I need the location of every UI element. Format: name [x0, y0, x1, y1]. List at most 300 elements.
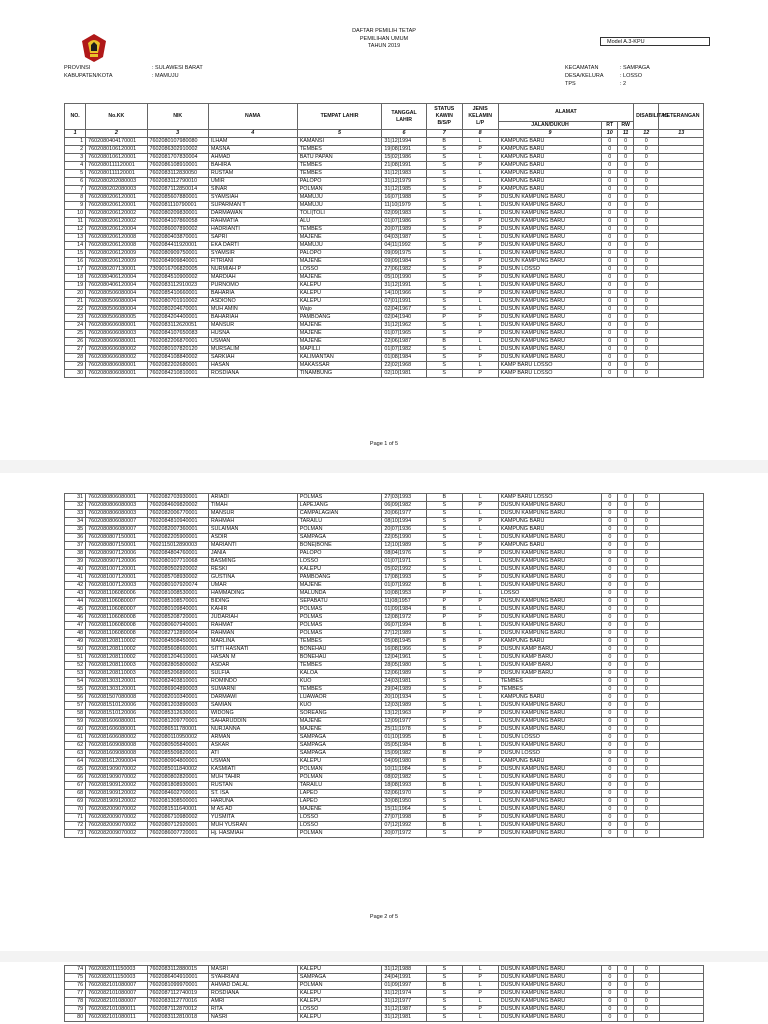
- table-row: [65, 782, 704, 790]
- row-tempat-lahir: POLMAS: [297, 606, 382, 614]
- row-nama: BAHARIA: [208, 290, 297, 298]
- village-label: DESA/KELURA: [565, 73, 604, 79]
- district-value: : SAMPAGA: [620, 65, 650, 71]
- table-row: [65, 250, 704, 258]
- row-status-kawin: S: [426, 966, 462, 974]
- row-tanggal-lahir: 11|08|1957: [382, 598, 426, 606]
- row-tempat-lahir: Wajo: [297, 306, 382, 314]
- row-nama: ARMAN: [208, 734, 297, 742]
- row-jenis-kelamin: L: [462, 742, 498, 750]
- row-nik: 7602083112830050: [147, 170, 208, 178]
- row-jalan: DUSUN KAMPUNG BARU: [498, 614, 602, 622]
- row-keterangan: [659, 654, 704, 662]
- row-disabilitas: 0: [634, 338, 659, 346]
- row-jenis-kelamin: L: [462, 170, 498, 178]
- row-nik: 7602080107920074: [147, 582, 208, 590]
- col-alamat-header: ALAMAT: [498, 104, 633, 122]
- row-tanggal-lahir: 20|10|1934: [382, 694, 426, 702]
- row-tempat-lahir: SEPABATU: [297, 598, 382, 606]
- row-rt: 0: [602, 266, 618, 274]
- row-jenis-kelamin: L: [462, 694, 498, 702]
- row-nik: 7602081099970001: [147, 982, 208, 990]
- row-tempat-lahir: MALUNDA: [297, 590, 382, 598]
- row-rt: 0: [602, 710, 618, 718]
- row-nokk: 7602082101080011: [86, 1014, 147, 1022]
- row-rt: 0: [602, 370, 618, 378]
- table-row: [65, 1006, 704, 1014]
- row-no: 46: [65, 614, 86, 622]
- row-nik: 7602082007360001: [147, 526, 208, 534]
- table-row: [65, 998, 704, 1006]
- row-keterangan: [659, 646, 704, 654]
- row-jalan: KAMPUNG BARU: [498, 758, 602, 766]
- row-disabilitas: 0: [634, 694, 659, 702]
- table-row: [65, 590, 704, 598]
- row-tempat-lahir: LOSSO: [297, 266, 382, 274]
- row-no: 42: [65, 582, 86, 590]
- row-keterangan: [659, 678, 704, 686]
- row-jalan: KAMPUNG BARU: [498, 162, 602, 170]
- row-rt: 0: [602, 534, 618, 542]
- row-jalan: DUSUN KAMPUNG BARU: [498, 814, 602, 822]
- row-nik: 7602084508450001: [147, 638, 208, 646]
- row-jenis-kelamin: P: [462, 162, 498, 170]
- row-rw: 0: [618, 518, 634, 526]
- row-disabilitas: 0: [634, 346, 659, 354]
- row-tempat-lahir: POLMAN: [297, 766, 382, 774]
- row-jalan: DUSUN LOSSO: [498, 734, 602, 742]
- row-no: 4: [65, 162, 86, 170]
- row-no: 70: [65, 806, 86, 814]
- row-nik: 7602082712890004: [147, 630, 208, 638]
- row-no: 39: [65, 558, 86, 566]
- table-row: [65, 502, 704, 510]
- row-nama: RAHMATIA: [208, 218, 297, 226]
- row-nama: USMAN: [208, 758, 297, 766]
- row-nama: NURMIAH P: [208, 266, 297, 274]
- row-rw: 0: [618, 242, 634, 250]
- row-nik: 7602087112850014: [147, 186, 208, 194]
- row-rw: 0: [618, 782, 634, 790]
- row-keterangan: [659, 742, 704, 750]
- row-rt: 0: [602, 154, 618, 162]
- row-nokk: 7602081106080008: [86, 630, 147, 638]
- row-tanggal-lahir: 24|03|1981: [382, 678, 426, 686]
- row-rt: 0: [602, 590, 618, 598]
- row-nokk: 7602080202080003: [86, 186, 147, 194]
- row-nik: 7602087112740019: [147, 990, 208, 998]
- row-disabilitas: 0: [634, 742, 659, 750]
- row-jenis-kelamin: L: [462, 758, 498, 766]
- row-status-kawin: S: [426, 266, 462, 274]
- row-nokk: 7602082101080007: [86, 990, 147, 998]
- row-no: 37: [65, 542, 86, 550]
- regency-value: : MAMUJU: [152, 73, 179, 79]
- row-no: 49: [65, 638, 86, 646]
- row-keterangan: [659, 282, 704, 290]
- row-no: 14: [65, 242, 86, 250]
- row-status-kawin: S: [426, 550, 462, 558]
- row-nik: 7602085410660001: [147, 290, 208, 298]
- row-disabilitas: 0: [634, 582, 659, 590]
- row-jalan: DUSUN KAMPUNG BARU: [498, 982, 602, 990]
- row-no: 31: [65, 494, 86, 502]
- row-disabilitas: 0: [634, 702, 659, 710]
- table-row: [65, 622, 704, 630]
- row-keterangan: [659, 298, 704, 306]
- row-nokk: 7602080806080007: [86, 518, 147, 526]
- row-status-kawin: S: [426, 322, 462, 330]
- row-jalan: KAMPUNG BARU: [498, 694, 602, 702]
- row-nokk: 7602081612090004: [86, 758, 147, 766]
- row-no: 7: [65, 186, 86, 194]
- row-jenis-kelamin: L: [462, 250, 498, 258]
- row-tempat-lahir: KALEPU: [297, 998, 382, 1006]
- table-row: [65, 790, 704, 798]
- row-status-kawin: B: [426, 494, 462, 502]
- row-tanggal-lahir: 10|08|1953: [382, 590, 426, 598]
- row-keterangan: [659, 194, 704, 202]
- row-nik: 7602085206890001: [147, 670, 208, 678]
- row-tanggal-lahir: 02|09|1983: [382, 210, 426, 218]
- row-nik: 7602084108840002: [147, 354, 208, 362]
- row-disabilitas: 0: [634, 806, 659, 814]
- row-tempat-lahir: PALOPO: [297, 550, 382, 558]
- column-number-3: 3: [147, 130, 208, 138]
- row-rt: 0: [602, 662, 618, 670]
- row-tempat-lahir: KALEPU: [297, 566, 382, 574]
- row-rw: 0: [618, 814, 634, 822]
- row-rw: 0: [618, 558, 634, 566]
- row-tanggal-lahir: 28|05|1980: [382, 662, 426, 670]
- row-rt: 0: [602, 582, 618, 590]
- row-rt: 0: [602, 974, 618, 982]
- row-keterangan: [659, 710, 704, 718]
- row-disabilitas: 0: [634, 146, 659, 154]
- row-status-kawin: S: [426, 526, 462, 534]
- row-jenis-kelamin: P: [462, 226, 498, 234]
- row-tempat-lahir: KALOA: [297, 670, 382, 678]
- row-keterangan: [659, 990, 704, 998]
- row-nokk: 7602080506080004: [86, 298, 147, 306]
- row-rt: 0: [602, 226, 618, 234]
- row-rw: 0: [618, 218, 634, 226]
- row-rt: 0: [602, 502, 618, 510]
- row-jalan: DUSUN KAMPUNG BARU: [498, 258, 602, 266]
- row-disabilitas: 0: [634, 234, 659, 242]
- row-jalan: DUSUN KAMPUNG BARU: [498, 274, 602, 282]
- row-nama: JUDARIAH: [208, 614, 297, 622]
- row-no: 68: [65, 790, 86, 798]
- row-tanggal-lahir: 05|05|1984: [382, 742, 426, 750]
- row-rw: 0: [618, 574, 634, 582]
- row-jalan: DUSUN KAMPUNG BARU: [498, 742, 602, 750]
- row-no: 59: [65, 718, 86, 726]
- row-keterangan: [659, 806, 704, 814]
- row-status-kawin: B: [426, 606, 462, 614]
- table-row: [65, 542, 704, 550]
- row-status-kawin: S: [426, 226, 462, 234]
- row-rw: 0: [618, 638, 634, 646]
- table-row: [65, 758, 704, 766]
- row-status-kawin: S: [426, 766, 462, 774]
- row-disabilitas: 0: [634, 330, 659, 338]
- document-page-2: [0, 473, 768, 951]
- row-jenis-kelamin: L: [462, 782, 498, 790]
- row-keterangan: [659, 502, 704, 510]
- table-row: [65, 974, 704, 982]
- row-nokk: 7602081606080001: [86, 718, 147, 726]
- row-tempat-lahir: KALEPU: [297, 990, 382, 998]
- row-tanggal-lahir: 22|06|1987: [382, 338, 426, 346]
- column-number-2: 2: [86, 130, 147, 138]
- row-status-kawin: S: [426, 258, 462, 266]
- row-rt: 0: [602, 982, 618, 990]
- table-row: [65, 274, 704, 282]
- row-nik: 7602086904890003: [147, 686, 208, 694]
- row-nokk: 7602081208110002: [86, 638, 147, 646]
- row-tempat-lahir: POLMAN: [297, 186, 382, 194]
- row-rt: 0: [602, 306, 618, 314]
- row-no: 16: [65, 258, 86, 266]
- region-info-right: [565, 64, 650, 88]
- row-no: 74: [65, 966, 86, 974]
- tps-label: TPS: [565, 81, 576, 87]
- row-nokk: 7602080907120006: [86, 558, 147, 566]
- row-nama: RUSTAM: [208, 170, 297, 178]
- row-keterangan: [659, 734, 704, 742]
- row-tanggal-lahir: 31|12|1987: [382, 1006, 426, 1014]
- row-nik: 7309016706820005: [147, 266, 208, 274]
- row-nama: BAHIRA: [208, 162, 297, 170]
- row-rt: 0: [602, 494, 618, 502]
- row-nama: SULFIA: [208, 670, 297, 678]
- row-no: 51: [65, 654, 86, 662]
- row-jenis-kelamin: P: [462, 614, 498, 622]
- row-jenis-kelamin: L: [462, 622, 498, 630]
- row-nama: RUSTAN: [208, 782, 297, 790]
- row-tempat-lahir: KUO: [297, 678, 382, 686]
- row-jalan: DUSUN KAMPUNG BARU: [498, 766, 602, 774]
- row-status-kawin: S: [426, 194, 462, 202]
- row-tanggal-lahir: 15|02|1986: [382, 154, 426, 162]
- row-keterangan: [659, 998, 704, 1006]
- row-nik: 7602082202680001: [147, 362, 208, 370]
- row-rw: 0: [618, 774, 634, 782]
- row-tanggal-lahir: 16|08|1966: [382, 646, 426, 654]
- table-row: [65, 638, 704, 646]
- row-nokk: 7602080206120001: [86, 202, 147, 210]
- row-tempat-lahir: LOSSO: [297, 558, 382, 566]
- row-disabilitas: 0: [634, 542, 659, 550]
- row-no: 67: [65, 782, 86, 790]
- row-jenis-kelamin: P: [462, 990, 498, 998]
- row-jenis-kelamin: P: [462, 354, 498, 362]
- row-keterangan: [659, 670, 704, 678]
- row-keterangan: [659, 782, 704, 790]
- row-jalan: DUSUN KAMPUNG BARU: [498, 1006, 602, 1014]
- row-nama: MARLINA: [208, 638, 297, 646]
- row-no: 48: [65, 630, 86, 638]
- row-disabilitas: 0: [634, 170, 659, 178]
- row-rw: 0: [618, 598, 634, 606]
- row-nik: 7602082403810001: [147, 678, 208, 686]
- row-nama: RESKI: [208, 566, 297, 574]
- row-no: 26: [65, 338, 86, 346]
- row-rw: 0: [618, 542, 634, 550]
- row-keterangan: [659, 750, 704, 758]
- row-rw: 0: [618, 974, 634, 982]
- row-rt: 0: [602, 574, 618, 582]
- column-number-4: 4: [208, 130, 297, 138]
- row-tanggal-lahir: 27|07|1998: [382, 814, 426, 822]
- row-tanggal-lahir: 01|07|1965: [382, 330, 426, 338]
- row-rt: 0: [602, 606, 618, 614]
- row-rw: 0: [618, 1014, 634, 1022]
- table-row: [65, 218, 704, 226]
- row-rw: 0: [618, 170, 634, 178]
- row-jenis-kelamin: P: [462, 370, 498, 378]
- row-disabilitas: 0: [634, 210, 659, 218]
- row-disabilitas: 0: [634, 322, 659, 330]
- row-nokk: 7602082009070002: [86, 806, 147, 814]
- row-rt: 0: [602, 542, 618, 550]
- row-nokk: 7602081106080007: [86, 598, 147, 606]
- row-jalan: DUSUN KAMPUNG BARU: [498, 210, 602, 218]
- col-ket-header: KETERANGAN: [659, 104, 704, 130]
- col-disabilitas-header: DISABILITAS: [634, 104, 659, 130]
- row-rt: 0: [602, 186, 618, 194]
- row-keterangan: [659, 362, 704, 370]
- row-tanggal-lahir: 08|10|1994: [382, 518, 426, 526]
- row-nokk: 7602082009070002: [86, 830, 147, 838]
- row-keterangan: [659, 574, 704, 582]
- row-rw: 0: [618, 702, 634, 710]
- row-no: 58: [65, 710, 86, 718]
- row-jalan: KAMPUNG BARU: [498, 186, 602, 194]
- row-keterangan: [659, 210, 704, 218]
- row-jalan: DUSUN KAMP BARU: [498, 646, 602, 654]
- row-tempat-lahir: TOLI|TOLI: [297, 210, 382, 218]
- row-jenis-kelamin: P: [462, 330, 498, 338]
- row-no: 76: [65, 982, 86, 990]
- row-tanggal-lahir: 01|07|1986: [382, 218, 426, 226]
- row-tempat-lahir: PALOPO: [297, 250, 382, 258]
- row-no: 50: [65, 646, 86, 654]
- row-jenis-kelamin: L: [462, 510, 498, 518]
- row-nokk: 7602081106080008: [86, 614, 147, 622]
- row-jenis-kelamin: L: [462, 982, 498, 990]
- row-no: 2: [65, 146, 86, 154]
- row-status-kawin: S: [426, 146, 462, 154]
- row-keterangan: [659, 306, 704, 314]
- row-rt: 0: [602, 170, 618, 178]
- row-tempat-lahir: POLMAN: [297, 830, 382, 838]
- row-rw: 0: [618, 622, 634, 630]
- row-nama: ASDAR: [208, 662, 297, 670]
- table-row: [65, 266, 704, 274]
- row-disabilitas: 0: [634, 638, 659, 646]
- row-rt: 0: [602, 750, 618, 758]
- row-keterangan: [659, 694, 704, 702]
- row-disabilitas: 0: [634, 734, 659, 742]
- row-rw: 0: [618, 766, 634, 774]
- row-disabilitas: 0: [634, 590, 659, 598]
- row-rt: 0: [602, 814, 618, 822]
- table-row: [65, 1014, 704, 1022]
- row-jenis-kelamin: L: [462, 346, 498, 354]
- row-tempat-lahir: TEMBES: [297, 226, 382, 234]
- row-no: 8: [65, 194, 86, 202]
- table-row: [65, 686, 704, 694]
- row-status-kawin: S: [426, 250, 462, 258]
- row-tempat-lahir: TEMBES: [297, 146, 382, 154]
- row-rw: 0: [618, 162, 634, 170]
- row-nik: 7602086108910001: [147, 162, 208, 170]
- row-disabilitas: 0: [634, 974, 659, 982]
- row-nik: 7602081808930001: [147, 782, 208, 790]
- row-rt: 0: [602, 550, 618, 558]
- row-nik: 7602082010340001: [147, 694, 208, 702]
- row-disabilitas: 0: [634, 750, 659, 758]
- row-jalan: DUSUN KAMPUNG BARU: [498, 354, 602, 362]
- row-nik: 7602086007890002: [147, 226, 208, 234]
- row-nik: 7602083112770016: [147, 998, 208, 1006]
- table-row: [65, 370, 704, 378]
- table-row: [65, 566, 704, 574]
- row-no: 65: [65, 766, 86, 774]
- row-jenis-kelamin: L: [462, 534, 498, 542]
- row-status-kawin: S: [426, 662, 462, 670]
- row-status-kawin: S: [426, 998, 462, 1006]
- row-tempat-lahir: SAMPAGA: [297, 974, 382, 982]
- row-keterangan: [659, 1014, 704, 1022]
- row-keterangan: [659, 258, 704, 266]
- row-keterangan: [659, 274, 704, 282]
- row-tanggal-lahir: 01|08|1984: [382, 354, 426, 362]
- table-row: [65, 186, 704, 194]
- row-tempat-lahir: LOSSO: [297, 1006, 382, 1014]
- row-disabilitas: 0: [634, 758, 659, 766]
- row-keterangan: [659, 558, 704, 566]
- row-tanggal-lahir: 06|09|1982: [382, 502, 426, 510]
- row-status-kawin: S: [426, 154, 462, 162]
- row-rw: 0: [618, 726, 634, 734]
- row-rw: 0: [618, 718, 634, 726]
- row-rw: 0: [618, 582, 634, 590]
- row-tanggal-lahir: 09|09|1984: [382, 258, 426, 266]
- row-nokk: 7602080111120001: [86, 170, 147, 178]
- row-jenis-kelamin: P: [462, 266, 498, 274]
- row-tempat-lahir: BATU PAPAN: [297, 154, 382, 162]
- row-rw: 0: [618, 630, 634, 638]
- row-nokk: 7602080806080007: [86, 526, 147, 534]
- row-no: 25: [65, 330, 86, 338]
- row-tanggal-lahir: 31|12|1979: [382, 178, 426, 186]
- row-status-kawin: B: [426, 338, 462, 346]
- row-no: 18: [65, 274, 86, 282]
- row-status-kawin: P: [426, 314, 462, 322]
- row-nokk: 7602080606080002: [86, 346, 147, 354]
- table-row: [65, 354, 704, 362]
- row-disabilitas: 0: [634, 298, 659, 306]
- row-tanggal-lahir: 31|12|1981: [382, 1014, 426, 1022]
- table-row: [65, 830, 704, 838]
- row-jenis-kelamin: L: [462, 322, 498, 330]
- row-tempat-lahir: POLMAS: [297, 614, 382, 622]
- row-nama: JANIA: [208, 550, 297, 558]
- row-status-kawin: S: [426, 234, 462, 242]
